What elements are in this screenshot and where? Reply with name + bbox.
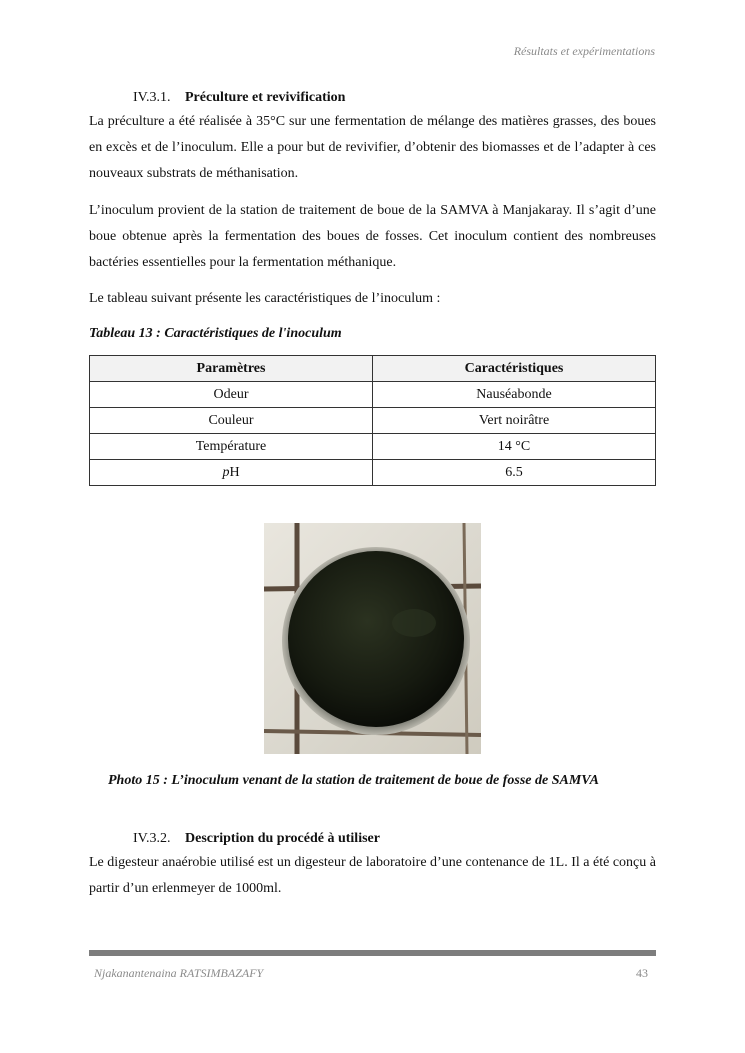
table-cell-param: Odeur bbox=[90, 382, 373, 408]
table-cell-value: Nauséabonde bbox=[373, 382, 656, 408]
table-row bbox=[90, 408, 656, 434]
inoculum-photo-drawing bbox=[264, 523, 481, 754]
paragraph-inoculum-origin: L’inoculum provient de la station de traitement de boue de la SAMVA à Manjakaray. Il s’agit d’une boue obtenue après la fermentation des boues de fosses. Cet inoculum contient des nombreuses bactéries essentielles pour la fermentation méthanique. bbox=[89, 203, 656, 270]
dish-sludge bbox=[288, 551, 464, 727]
table-row bbox=[90, 382, 656, 408]
photo-caption: Photo 15 : L’inoculum venant de la station de traitement de boue de fosse de SAMVA bbox=[108, 773, 599, 788]
inoculum-photo bbox=[264, 523, 481, 754]
table-cell-value: Vert noirâtre bbox=[373, 408, 656, 434]
table-cell-param: Température bbox=[90, 434, 373, 460]
column-header-caracteristiques: Caractéristiques bbox=[373, 356, 656, 382]
running-header: Résultats et expérimentations bbox=[513, 44, 655, 58]
section-heading-iv-3-1 bbox=[133, 89, 345, 107]
table-cell-value: 6.5 bbox=[373, 460, 656, 486]
section-number: IV.3.1. bbox=[133, 90, 171, 105]
paragraph-table-intro: Le tableau suivant présente les caractéristiques de l’inoculum : bbox=[89, 291, 441, 306]
table-cell-param bbox=[90, 460, 373, 486]
inoculum-characteristics-table bbox=[89, 355, 656, 486]
footer-author: Njakanantenaina RATSIMBAZAFY bbox=[94, 966, 264, 980]
paragraph-preculture: La préculture a été réalisée à 35°C sur une fermentation de mélange des matières grasses, des boues en excès et de l’inoculum. Elle a pour but de revivifier, d’obtenir des biomasses et de l’adapter à ces nouveaux substrats de méthanisation. bbox=[89, 114, 656, 181]
sludge-highlight bbox=[392, 609, 436, 637]
column-header-parametres: Paramètres bbox=[90, 356, 373, 382]
section-title: Description du procédé à utiliser bbox=[185, 831, 380, 846]
table-header-row bbox=[90, 356, 656, 382]
table-row bbox=[90, 460, 656, 486]
footer-divider bbox=[89, 950, 656, 956]
section-heading-iv-3-2 bbox=[133, 830, 380, 848]
table-cell-value: 14 °C bbox=[373, 434, 656, 460]
section-title: Préculture et revivification bbox=[185, 90, 346, 105]
page-number: 43 bbox=[636, 966, 648, 980]
section-number: IV.3.2. bbox=[133, 831, 171, 846]
table-cell-param: Couleur bbox=[90, 408, 373, 434]
ph-italic-p: p bbox=[222, 464, 230, 480]
table-row bbox=[90, 434, 656, 460]
table-caption: Tableau 13 : Caractéristiques de l'inoculum bbox=[89, 326, 342, 341]
ph-rest: H bbox=[229, 464, 240, 480]
paragraph-digester: Le digesteur anaérobie utilisé est un digesteur de laboratoire d’une contenance de 1L. Il a été conçu à partir d’un erlenmeyer de 1000ml. bbox=[89, 855, 656, 896]
